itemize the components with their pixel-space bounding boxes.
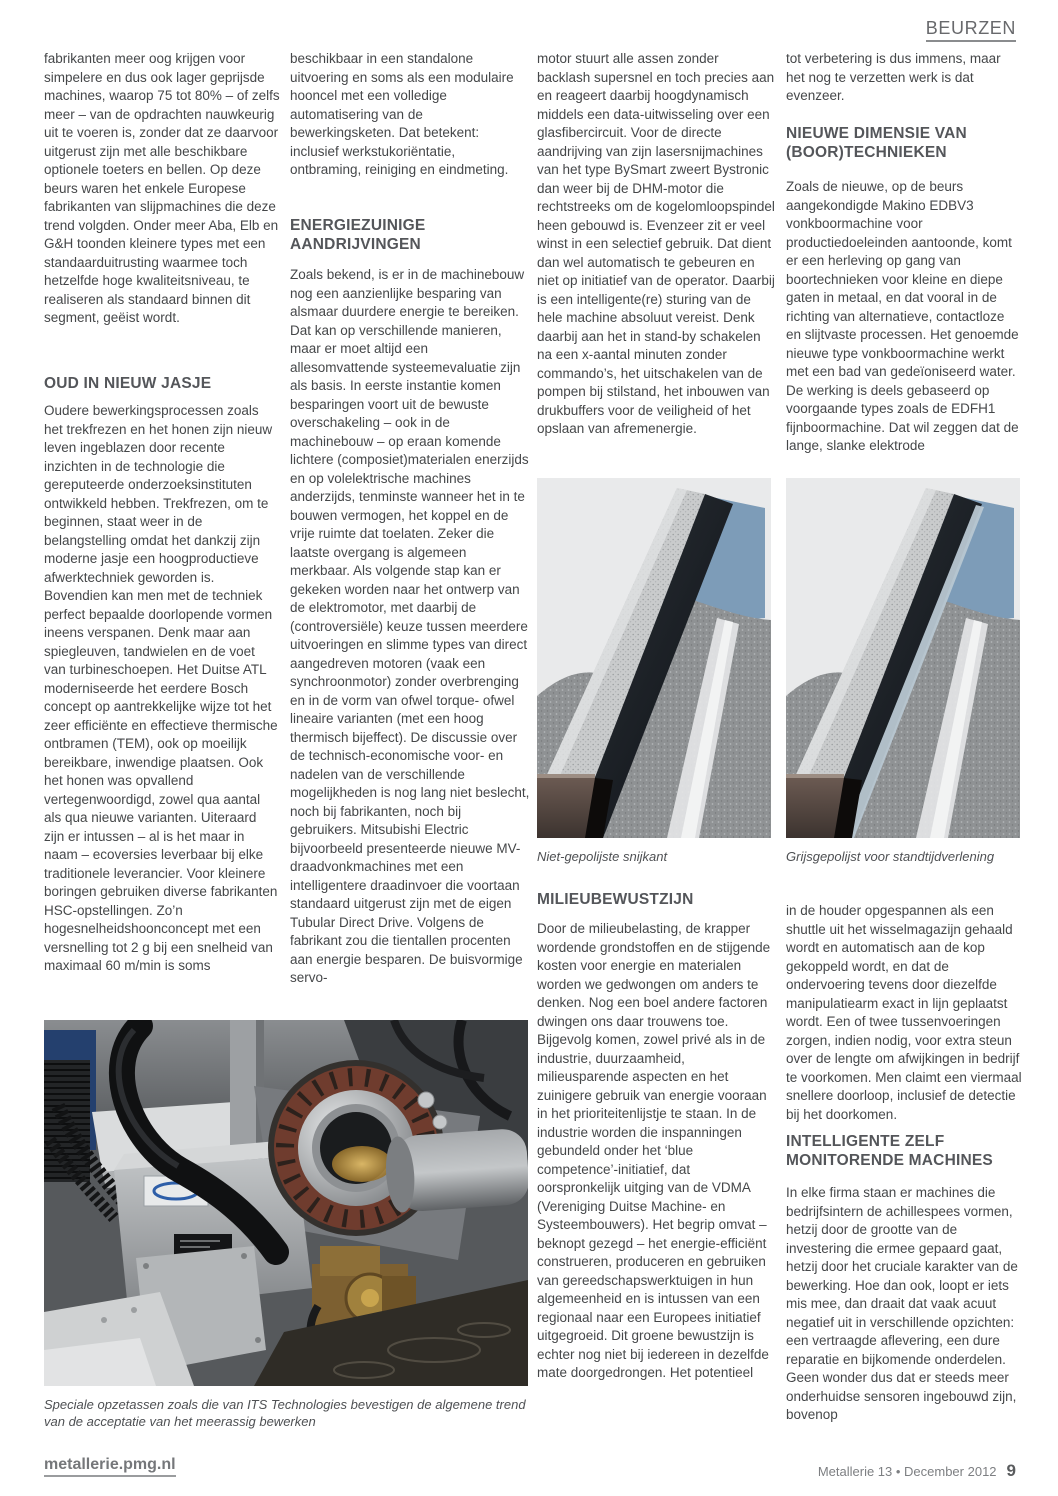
column1-paragraph-1: fabrikanten meer oog krijgen voor simpelere en dus ook lager geprijsde machines, waarop 75 tot 80% – of zelfs meer – van de opdrachten nauwkeurig uit te voeren is, zonder dat ze daarvoor uitgerust zijn met alle beschikbare optionele toeters en bellen. Op deze beurs waren het enkele Europese fabrikanten van slijpmachines die deze trend volgden. Onder meer Aba, Elb en G&H toonden kleinere types met een standaarduitrusting waarmee toch hetzelfde hoge kwaliteitsniveau, te realiseren als standaard binnen dit segment, geëist wordt.: [44, 51, 280, 325]
column4-paragraph-2: Zoals de nieuwe, op de beurs aangekondigde Makino EDBV3 vonkboormachine voor productiedoeleinden aantoonde, komt er een herleving op gang van boortechnieken voor kleine en diepe gaten in metaal, en dat vooral in de richting van alternatieve, contactloze en slijtvaste processen. Het genoemde nieuwe type vonkboormachine werkt met een bad van gedeïoniseerd water. De werking is deels gebaseerd op voorgaande types zoals de EDFH1 fijnboormachine. Dat wil zeggen dat de lange, slanke elektrode: [786, 179, 1019, 453]
column2-paragraph-1: beschikbaar in een standalone uitvoering en soms als een modulaire hooncel met een volledige automatisering van de bewerkingsketen. Dat betekent: inclusief werkstukoriëntatie, ontbraming, reiniging en eindmeting.: [290, 51, 514, 177]
footer-issue: [818, 1461, 1016, 1481]
column4-paragraph-3: in de houder opgespannen als een shuttle uit het wisselmagazijn gehaald wordt en automatisch aan de kop gekoppeld wordt, en dat de ondervoering tevens door diezelfde manipulatiearm exact in lijn geplaatst wordt. Een of twee tussenvoeringen zorgen, indien nodig, voor extra steun over de lengte om afwijkingen in bedrijf te voorkomen. Men claimt een viermaal snellere doorloop, inclusief de detectie bij het doorkomen.: [786, 903, 1022, 1122]
heading-energiezuinige-aandrijvingen: ENERGIEZUINIGE AANDRIJVINGEN: [290, 217, 426, 253]
heading-intelligente-zelf-monitorende-machines: INTELLIGENTE ZELF MONITORENDE MACHINES: [786, 1133, 993, 1169]
heading-nieuwe-dimensie: NIEUWE DIMENSIE VAN (BOOR)TECHNIEKEN: [786, 125, 967, 161]
photo-its-technologies-machine: [44, 1020, 528, 1386]
footer-page-number: 9: [1006, 1461, 1016, 1480]
column1-paragraph-2: Oudere bewerkingsprocessen zoals het trekfrezen en het honen zijn nieuw leven ingeblazen door recente inzichten in de technologie die gereputeerde onderzoeksinstituten ontwikkeld hebben. Trekfrezen, om te beginnen, staat weer in de belangstelling omdat het dankzij zijn moderne jasje een hoogproductieve afwerktechniek geworden is. Bovendien kan men met de techniek perfect bepaalde doorlopende vormen ineens verspanen. Denk maar aan spiegleuven, tandwielen en de voet van turbineschoepen. Het Duitse ATL moderniseerde het eerdere Bosch concept op aantrekkelijke wijze tot het zeer efficiënte en effectieve thermische ontbramen (TEM), ook op moeilijk bereikbare, inwendige plaatsen. Ook het honen was opvallend vertegenwoordigd, zowel qua aantal als qua nieuwe varianten. Uiteraard zijn er intussen – al is het maar in naam – ecoversies leverbaar bij elke traditionele leverancier. Voor kleinere boringen gebruiken diverse fabrikanten HSC-opstellingen. Zo’n hogesnelheidshoonconcept met een versnelling tot 2 g bij een snelheid van maximaal 60 m/min is soms: [44, 403, 278, 973]
section-kicker: BEURZEN: [926, 18, 1016, 42]
caption-main-photo: Speciale opzetassen zoals die van ITS Technologies bevestigen de algemene trend van de acceptatie van het meerassig bewerken: [44, 1397, 526, 1429]
heading-oud-in-nieuw-jasje: OUD IN NIEUW JASJE: [44, 375, 212, 392]
column4-paragraph-1: tot verbetering is dus immens, maar het nog te verzetten werk is dat evenzeer.: [786, 51, 1001, 103]
caption-unpolished: Niet-gepolijste snijkant: [537, 849, 668, 864]
footer-issue-text: Metallerie 13 • December 2012: [817, 1464, 997, 1479]
photo-unpolished-cutting-edge: [537, 478, 771, 838]
footer-site-link[interactable]: metallerie.pmg.nl: [44, 1456, 176, 1477]
heading-milieubewustzijn: MILIEUBEWUSTZIJN: [537, 891, 694, 908]
caption-grey-polished: Grijsgepolijst voor standtijdverlening: [786, 849, 995, 864]
column3-paragraph-1: motor stuurt alle assen zonder backlash supersnel en toch precies aan en reageert daarbij hoogdynamisch middels een data-uitwisseling over een glasfibercircuit. Voor de directe aandrijving van zijn lasersnijmachines van het type BySmart zweert Bystronic dan weer bij de DHM-motor die rechtstreeks om de kogelomloopspindel heen gebouwd is. Evenzeer zit er veel winst in een selectief gebruik. Dat dient dan wel automatisch te gebeuren en niet op initiatief van de operator. Daarbij is een intelligente(re) sturing van de hele machine absoluut vereist. Denk daarbij aan het in stand-by schakelen na een x-aantal minuten zonder commando’s, het uitschakelen van de pompen bij stilstand, het inbouwen van drukbuffers voor de veiligheid of het opslaan van afremenergie.: [537, 51, 775, 436]
column4-paragraph-4: In elke firma staan er machines die bedrijfsintern de achillespees vormen, hetzij door de grootte van de investering die ermee gepaard gaat, hetzij door het cruciale karakter van de bewerking. Hoe dan ook, loopt er iets mis mee, dan draait dat vaak acuut negatief uit in verschillende opzichten: een vertraagde aflevering, een dure reparatie en bijkomende onderdelen. Geen wonder dus dat er steeds meer onderhuidse sensoren ingebouwd zijn, bovenop: [786, 1185, 1018, 1422]
photo-grey-polished-cutting-edge: [786, 478, 1020, 838]
column3-paragraph-2: Door de milieubelasting, de krapper wordende grondstoffen en de stijgende kosten voor energie en materialen worden we gedwongen om anders te denken. Nog een boel andere factoren dwingen ons daar trouwens toe. Bijgevolg komen, zowel privé als in de industrie, duurzaamheid, milieusparende aspecten en het zuinigere gebruik van energie vooraan in het prioriteitenlijstje te staan. In de industrie worden die inspanningen gebundeld onder het ‘blue competence’-initiatief, dat oorspronkelijk uitging van de VDMA (Vereniging Duitse Machine- en Systeembouwers). Het begrip omvat – beknopt gezegd – het energie-efficiënt construeren, produceren en gebruiken van gereedschapswerktuigen in hun algemeenheid en is intussen van een regionaal naar een Europees initiatief uitgegroeid. Dit groene bewustzijn is echter nog niet bij iedereen in dezelfde mate doorgedrongen. Het potentieel: [537, 921, 771, 1380]
column2-paragraph-2: Zoals bekend, is er in de machinebouw nog een aanzienlijke besparing van alsmaar duurdere energie te bereiken. Dat kan op verschillende manieren, maar er moet altijd een allesomvattende systeemevaluatie zijn als basis. In eerste instantie komen besparingen voort uit de bewuste overschakeling – ook in de machinebouw – op eraan komende lichtere (composiet)materialen enerzijds en op volelektrische machines anderzijds, tenminste wanneer het in te bouwen vermogen, het koppel en de vrije ruimte dat toelaten. Zeker die laatste overgang is algemeen merkbaar. Als volgende stap kan er gekeken worden naar het ontwerp van de elektromotor, met daarbij de (controversiële) keuze tussen meerdere uitvoeringen en slimme types van direct aangedreven motoren (vaak een synchroonmotor) zonder overbrenging en in de vorm van ofwel torque- ofwel lineaire varianten (met een hoog thermisch bijeffect). De discussie over de technisch-economische voor- en nadelen van de verschillende mogelijkheden is nog lang niet beslecht, noch bij fabrikanten, noch bij gebruikers. Mitsubishi Electric bijvoorbeeld presenteerde nieuwe MV-draadvonkmachines met een intelligentere draadinvoer die voortaan standaard uitgerust zijn met de eigen Tubular Direct Drive. Volgens de fabrikant zou die tientallen procenten aan energie besparen. De buisvormige servo-: [290, 267, 530, 985]
